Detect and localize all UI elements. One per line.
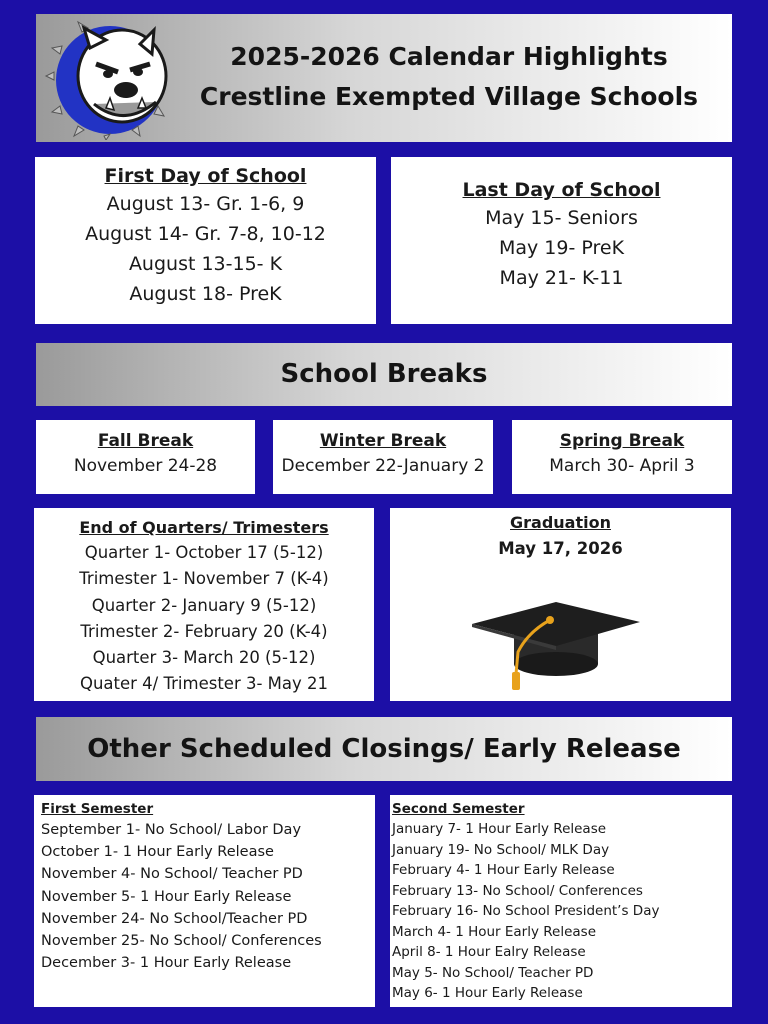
first-semester-line: November 4- No School/ Teacher PD: [41, 866, 303, 883]
last-day-panel: [391, 157, 732, 324]
first-semester-line: November 24- No School/Teacher PD: [41, 910, 308, 927]
last-day-heading: Last Day of School: [462, 179, 661, 201]
graduation-panel: [390, 508, 731, 701]
graduation-date: May 17, 2026: [498, 539, 623, 558]
second-semester-line: May 5- No School/ Teacher PD: [392, 964, 594, 981]
second-semester-panel: [390, 795, 732, 1007]
page-title: 2025-2026 Calendar Highlights: [230, 42, 668, 71]
last-day-line: May 19- PreK: [498, 237, 625, 259]
first-semester-line: December 3- 1 Hour Early Release: [41, 955, 292, 972]
second-semester-line: February 13- No School/ Conferences: [392, 882, 643, 899]
first-day-heading: First Day of School: [104, 165, 307, 187]
school-breaks-banner: [36, 343, 732, 406]
bulldog-mascot-icon: [44, 18, 176, 140]
first-semester-line: November 25- No School/ Conferences: [41, 933, 322, 950]
first-semester-heading: First Semester: [41, 801, 154, 817]
first-day-line: August 13- Gr. 1-6, 9: [106, 193, 305, 215]
first-semester-line: October 1- 1 Hour Early Release: [41, 844, 274, 861]
fall-break-dates: November 24-28: [73, 456, 218, 476]
spring-break-heading: Spring Break: [559, 431, 685, 451]
winter-break-heading: Winter Break: [319, 431, 447, 451]
first-day-line: August 13-15- K: [128, 253, 283, 275]
school-breaks-title: School Breaks: [280, 359, 488, 389]
graduation-heading: Graduation: [510, 513, 611, 532]
closings-banner: [36, 717, 732, 781]
winter-break-panel: [273, 420, 493, 494]
second-semester-line: February 16- No School President’s Day: [392, 903, 660, 919]
quarter-line: Quater 4/ Trimester 3- May 21: [79, 674, 329, 694]
first-semester-line: November 5- 1 Hour Early Release: [41, 888, 292, 905]
fall-break-heading: Fall Break: [97, 431, 194, 451]
header-banner: [36, 14, 732, 142]
closings-title: Other Scheduled Closings/ Early Release: [87, 734, 681, 764]
first-semester-line: September 1- No School/ Labor Day: [41, 822, 302, 838]
winter-break-dates: December 22-January 2: [281, 456, 485, 476]
last-day-line: May 15- Seniors: [485, 207, 638, 229]
quarters-heading: End of Quarters/ Trimesters: [79, 518, 329, 537]
fall-break-panel: [36, 420, 255, 494]
first-day-panel: [35, 157, 376, 324]
second-semester-line: April 8- 1 Hour Ealry Release: [392, 944, 586, 960]
quarter-line: Trimester 2- February 20 (K-4): [80, 621, 328, 641]
second-semester-line: February 4- 1 Hour Early Release: [392, 862, 615, 878]
quarter-line: Quarter 1- October 17 (5-12): [84, 543, 324, 562]
graduation-cap-icon: [470, 602, 642, 698]
second-semester-line: January 19- No School/ MLK Day: [392, 841, 610, 858]
second-semester-line: March 4- 1 Hour Early Release: [392, 923, 597, 940]
spring-break-panel: [512, 420, 732, 494]
last-day-line: May 21- K-11: [499, 267, 624, 289]
first-day-line: August 18- PreK: [129, 283, 282, 305]
first-day-line: August 14- Gr. 7-8, 10-12: [85, 223, 326, 245]
spring-break-dates: March 30- April 3: [549, 456, 695, 476]
second-semester-line: May 6- 1 Hour Early Release: [392, 985, 583, 1001]
quarter-line: Quarter 3- March 20 (5-12): [92, 648, 316, 668]
first-semester-panel: [34, 795, 375, 1007]
quarter-line: Trimester 1- November 7 (K-4): [79, 569, 329, 589]
school-name: Crestline Exempted Village Schools: [199, 82, 699, 111]
quarter-line: Quarter 2- January 9 (5-12): [91, 595, 317, 615]
quarters-panel: [34, 508, 374, 701]
second-semester-heading: Second Semester: [392, 801, 525, 817]
second-semester-line: January 7- 1 Hour Early Release: [392, 821, 607, 837]
